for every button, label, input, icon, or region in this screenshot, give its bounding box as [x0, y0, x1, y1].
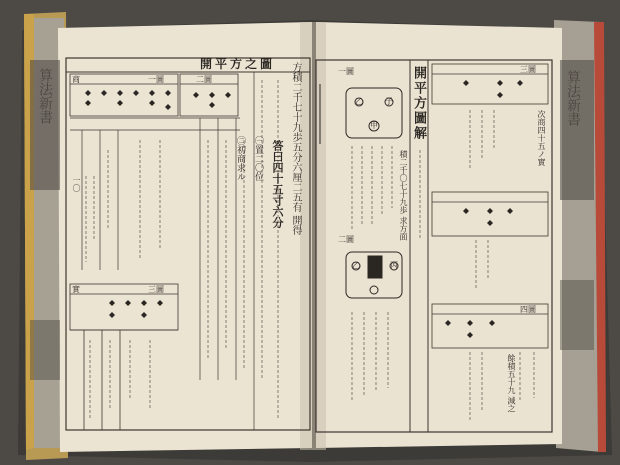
fig-label-1: 一圖: [338, 67, 354, 76]
block-label-3: 三圖: [148, 285, 164, 294]
sq2-label-a: 乙: [352, 261, 360, 270]
spine-label: 算法新書: [37, 68, 53, 124]
sq2-label-b: 丙: [390, 261, 398, 270]
spine-label-right: 算法新書: [565, 70, 581, 126]
sq-label-c: 甲: [370, 121, 378, 130]
fig-label-3: 三圖: [520, 65, 536, 74]
fig-label-4: 四圖: [520, 305, 536, 314]
left-main-line-2: 答曰四十五寸六分: [271, 140, 284, 228]
left-page-header: 開平方之圖: [200, 57, 276, 71]
right-commentary-1: 積二千〇七十九歩 求方面: [399, 150, 408, 241]
small-label-shang: 商: [72, 75, 80, 84]
right-commentary-2: 次商四十五ノ實: [537, 110, 546, 166]
small-label-shi: 實: [72, 285, 80, 294]
left-step-1: ㊀置二〇位: [253, 136, 263, 181]
fig-label-2: 二圖: [338, 235, 354, 244]
sq-label-a: 乙: [355, 97, 363, 106]
right-commentary-3: 餘積五十九 減之: [507, 354, 516, 413]
right-page-header: 開平方圖解: [411, 66, 426, 141]
block-label-1: 一圖: [148, 75, 164, 84]
left-step-2: ㊁初商求ル: [235, 136, 245, 181]
left-main-line-1: 方積二千七十九歩五分六厘二五有 開得: [290, 62, 301, 236]
sq-label-b: 子: [385, 97, 393, 106]
col-figure: 一〇: [72, 176, 81, 192]
left-page: [58, 22, 312, 452]
block-label-2: 二圖: [196, 75, 212, 84]
